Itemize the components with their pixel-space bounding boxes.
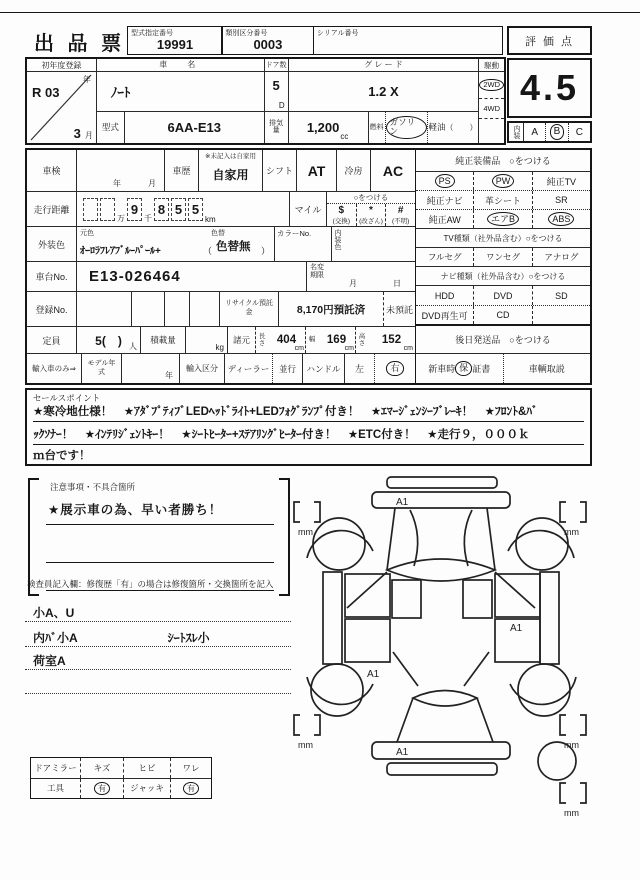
class-code-field [221, 26, 314, 55]
doors-label: ドア数 [265, 59, 288, 72]
notes-line-1: ★展示車の為、早い者勝ち！ [48, 503, 223, 517]
shaken-year-unit: 年 [113, 179, 121, 188]
doors-unit: D [278, 100, 285, 110]
width-cell: 169 cm [318, 327, 355, 353]
history-cell [199, 150, 263, 191]
mileage-digit-box: 9 [127, 198, 142, 221]
inspector-line-4 [25, 672, 291, 694]
top-rule [0, 12, 640, 13]
base-color-value: ｵｰﾛﾗﾌﾚｱﾌﾞﾙｰﾊﾟｰﾙ+ [80, 246, 161, 257]
ship-later-header: 後日発送品 ○をつける [416, 326, 590, 354]
notes-underline-2 [46, 562, 274, 563]
interior-grade-box [507, 121, 592, 143]
car-name-cell [97, 59, 265, 143]
displacement-cell [289, 112, 369, 143]
inspector-label: 検査員記入欄：修復歴「有」の場合は修復箇所・交換箇所を記入 [27, 579, 274, 589]
crack-label: ヒビ [124, 758, 171, 778]
km-unit: km [205, 215, 216, 224]
tv-fullseg: フルセグ [416, 248, 474, 266]
drive-option-4wd: 4WD [479, 99, 504, 119]
equip-navi: 純正ナビ [416, 191, 474, 209]
mileage-digits [77, 192, 289, 226]
spec-label: 諸元 [232, 335, 250, 345]
field-label: 型式指定番号 [131, 30, 173, 37]
rear-right-bracket [560, 715, 586, 735]
cooling-value: AC [382, 162, 404, 179]
media-cd: CD [474, 306, 532, 324]
rear-window [413, 691, 477, 707]
a1-mark-front: A1 [396, 497, 409, 508]
equipment-header: 純正装備品 ○をつける [416, 150, 590, 172]
equipment-row-3 [416, 210, 590, 229]
jack-label: ジャッキ [124, 779, 171, 799]
import-row [27, 354, 415, 383]
height-value: 152 [381, 334, 402, 346]
sen-unit: 千 [144, 214, 152, 223]
front-top-bar [387, 477, 497, 488]
model-designation-number: 19991 [156, 36, 194, 52]
doors-cell [265, 59, 289, 143]
mm-unit: mm [298, 740, 313, 750]
spare-bracket [560, 783, 586, 803]
mm-unit: mm [564, 527, 579, 537]
model-code-row [97, 111, 264, 143]
exterior-color-label: 外装色 [27, 227, 77, 261]
shaken-date-cell [77, 150, 165, 191]
mileage-digit-box [83, 198, 98, 221]
equip-ps: PS [416, 172, 474, 190]
marks-row [327, 204, 415, 226]
displacement-value: 1,200 [306, 119, 340, 135]
media-empty [533, 306, 590, 324]
first-reg-era: R 03 [32, 85, 60, 100]
capacity-label: 定員 [27, 327, 77, 353]
fuel-paren: （ ） [445, 122, 478, 132]
import-label: 輸入車のみ⇒ [27, 354, 82, 383]
navi-dvd: DVD [474, 286, 532, 305]
jack-present: 有 [171, 779, 211, 799]
sales-points-label: セールスポイント [33, 393, 101, 403]
shift-value: AT [297, 150, 337, 191]
interior-label: 内装 [509, 123, 524, 141]
interior-color-cell [332, 227, 415, 261]
displacement-label: 排気量 [265, 111, 288, 143]
tools-header-row [31, 758, 211, 779]
capacity-value: 5( ) [95, 333, 122, 348]
left-front-seat [392, 580, 421, 618]
width-value: 169 [326, 334, 347, 346]
front-left-wheel [313, 518, 365, 570]
model-code: 6AA-E13 [167, 119, 221, 135]
model-designation-field [127, 26, 223, 55]
base-color-cell [77, 227, 274, 261]
exterior-color-row [27, 227, 415, 262]
equip-abs: ABS [533, 210, 590, 228]
scratch-label: キズ [81, 758, 124, 778]
import-dealer: ディーラー [225, 354, 273, 383]
registration-empty-1 [77, 292, 132, 326]
handle-right: 右 [375, 354, 415, 383]
left-rear-door [345, 619, 390, 662]
equipment-panel [416, 150, 590, 383]
capacity-unit: 人 [129, 342, 137, 351]
length-cell: 404 cm [268, 327, 305, 353]
navi-type-row [416, 286, 590, 306]
man-unit: 万 [117, 214, 125, 223]
rear-left-wheel [311, 664, 363, 716]
import-parallel: 並行 [273, 354, 303, 383]
a1-mark-right-door: A1 [510, 623, 523, 634]
registration-empty-2 [132, 292, 165, 326]
media-row [416, 306, 590, 326]
registration-label: 登録No. [27, 292, 77, 326]
navi-sd: SD [555, 290, 568, 301]
color-change-label: 色替 [211, 230, 225, 237]
tv-type-header: TV種類（社外品含む）○をつける [416, 229, 590, 248]
left-front-door [345, 574, 390, 617]
base-color-label: 元色 [80, 230, 94, 237]
year-unit: 年 [82, 75, 91, 84]
inspector-box [25, 578, 291, 718]
serial-field [313, 26, 503, 55]
interior-option-b: B [546, 123, 568, 141]
model-year-label: モデル年式 [82, 354, 122, 383]
first-registration-cell [27, 59, 97, 143]
tools-table [30, 757, 212, 799]
rear-bumper [372, 742, 510, 759]
mark-exchange: $ (交換) [327, 204, 357, 226]
doors-count: 5 [272, 78, 280, 94]
tv-analog: アナログ [544, 252, 579, 262]
tool-label: 工具 [31, 779, 81, 799]
field-label: シリアル番号 [316, 30, 359, 37]
mileage-digit-box: 5 [188, 198, 203, 221]
sales-line-1: ★寒冷地仕様！ ★ｱﾀﾞﾌﾟﾃｨﾌﾞLEDﾍｯﾄﾞﾗｲﾄ+LEDﾌｫｸﾞﾗﾝﾌﾟ付き！ ★ｴﾏｰｼﾞｪﾝｼｰﾌﾞﾚｰｷ！ ★ﾌﾛﾝﾄ&ﾊﾞ [33, 403, 584, 422]
inspector-line-1: 小A、U [25, 600, 291, 622]
grade-label: グ レ ー ド [289, 59, 479, 72]
right-rocker [540, 572, 559, 664]
displacement-unit: cc [340, 132, 349, 141]
mileage-marks [327, 192, 415, 226]
drive-cell [479, 59, 504, 143]
first-registration-value [27, 72, 96, 143]
mm-unit: mm [564, 740, 579, 750]
shaken-label: 車検 [27, 150, 77, 191]
door-mirror-label: ドアミラー [31, 758, 81, 778]
detail-left [27, 150, 416, 383]
drive-label: 駆動 [479, 59, 504, 72]
registration-empty-4 [190, 292, 220, 326]
history-note: ※未記入は自家用 [205, 153, 256, 160]
handle-left: 左 [345, 354, 375, 383]
grade-cell [289, 59, 480, 143]
tv-oneseg: ワンセグ [474, 248, 532, 266]
equip-aw: 純正AW [416, 210, 474, 228]
mileage-digit-box: 5 [171, 198, 186, 221]
chassis-number: E13-026464 [77, 262, 307, 291]
mile-label: マイル [289, 192, 327, 226]
right-front-seat [463, 580, 492, 618]
circle-note: ○をつける [327, 192, 415, 204]
interior-color-label: 内装色 [334, 229, 341, 250]
a1-mark-rear: A1 [396, 747, 409, 758]
first-reg-month: 3 [73, 126, 81, 141]
load-unit: kg [215, 343, 224, 352]
notes-label: 注意事項・不具合箇所 [50, 482, 136, 492]
rear-bottom-bar [387, 763, 497, 775]
mark-unknown: # (不明) [392, 204, 410, 225]
equip-pw: PW [474, 172, 532, 190]
tv-type-row [416, 248, 590, 267]
height-cell: 152 cm [368, 327, 415, 353]
equipment-row-1 [416, 172, 590, 191]
mileage-digit-box: 8 [154, 198, 169, 221]
name-change-cell [307, 262, 415, 291]
class-code-number: 0003 [253, 36, 283, 52]
inspector-line-2: 内ﾊﾞ小A ｼｰﾄｽﾚ小 [25, 625, 291, 647]
tool-present: 有 [81, 779, 124, 799]
history-label: 車歴 [165, 150, 199, 191]
navi-hdd: HDD [416, 286, 474, 305]
sales-points-box [25, 388, 592, 466]
shaken-month-unit: 月 [148, 179, 156, 188]
vehicle-manual: 車輌取説 [528, 364, 565, 374]
handle-label: ハンドル [303, 354, 345, 383]
history-value: 自家用 [212, 168, 249, 182]
warranty-book: 新車時 保 証書 [416, 354, 504, 383]
width-label: 幅 [305, 327, 318, 353]
windshield [387, 559, 495, 581]
front-right-bracket [560, 502, 586, 522]
name-change-month: 月 [349, 279, 357, 288]
registration-row [27, 292, 415, 327]
drive-option-2wd: 2WD [479, 72, 504, 99]
height-label: 高さ [355, 327, 368, 353]
sales-line-3: ｍ台です！ [33, 447, 584, 465]
paren-open: （ [203, 246, 213, 256]
grade-value: 1.2 X [368, 83, 399, 99]
length-label: 長さ [255, 327, 268, 353]
fuel-option-diesel: 軽油 （ ） [428, 122, 478, 133]
front-bumper [372, 492, 510, 508]
capacity-value-cell [77, 327, 141, 353]
mm-unit: mm [298, 527, 313, 537]
fuel-option-gasoline: ガソリン [386, 112, 428, 143]
recycle-label: リサイクル預託金 [220, 292, 279, 326]
score-label-box: 評 価 点 [507, 26, 592, 55]
fuel-label: 燃料 [369, 112, 386, 143]
registration-empty-3 [165, 292, 190, 326]
interior-option-c: C [575, 126, 583, 138]
detail-table [25, 148, 592, 385]
sheet-title: 出 品 票 [34, 33, 126, 55]
drive-empty [479, 119, 504, 143]
name-change-label: 名変期限 [310, 264, 324, 280]
shift-label: シフト [263, 150, 297, 191]
equip-airbag: エアB [474, 210, 532, 228]
model-code-label: 型式 [97, 112, 125, 143]
cooling-label: 冷房 [337, 150, 371, 191]
paren-close: ） [261, 246, 271, 256]
interior-option-a: A [524, 123, 546, 141]
mileage-digit-box [100, 198, 115, 221]
sales-line-2: ｯｸｿﾅｰ！ ★ｲﾝﾃﾘｼﾞｪﾝﾄｷｰ！ ★ｼｰﾄﾋｰﾀｰ+ｽﾃｱﾘﾝｸﾞﾋｰﾀｰ付き！ ★ETC付き！ ★走行９，０００ｋ [33, 426, 584, 445]
mark-tampered: * (改ざん) [357, 204, 387, 226]
import-division-label: 輸入区分 [180, 354, 225, 383]
car-name-label: 車 名 [97, 59, 264, 72]
rear-right-wheel [518, 664, 570, 716]
recycle-not-deposited: 未預託 [383, 292, 415, 326]
first-registration-label: 初年度登録 [27, 59, 96, 72]
score-box: 4.5 [507, 58, 592, 118]
rear-left-bracket [294, 715, 320, 735]
capacity-row [27, 327, 415, 354]
name-change-day: 日 [393, 279, 401, 288]
ship-later-row [416, 354, 590, 383]
month-unit: 月 [84, 131, 93, 140]
left-rocker [323, 572, 342, 664]
vehicle-basic-table [25, 57, 506, 145]
displacement-fuel-row [289, 111, 479, 143]
inspector-line-3: 荷室A [25, 648, 291, 670]
color-change-value: 色替無 [216, 241, 251, 253]
model-year-unit: 年 [165, 371, 173, 380]
car-name: ﾉｰﾄ [110, 84, 131, 100]
equip-tv: 純正TV [546, 176, 577, 187]
media-dvd-playable: DVD再生可 [416, 306, 474, 324]
mileage-label: 走行距離 [27, 192, 77, 226]
navi-type-header: ナビ種類（社外品含む）○をつける [416, 267, 590, 286]
shaken-row [27, 150, 415, 192]
color-no-label: カラーNo. [277, 229, 312, 238]
equip-sr: SR [555, 195, 568, 205]
right-front-door [495, 574, 540, 617]
doors-value-cell [265, 72, 288, 111]
break-label: ワレ [182, 762, 200, 773]
chassis-label: 車台No. [27, 262, 77, 291]
header-code-fields [127, 26, 503, 55]
length-value: 404 [276, 334, 297, 346]
model-year-cell [122, 354, 180, 383]
chassis-row [27, 262, 415, 292]
tools-value-row [31, 779, 211, 799]
car-diagram [283, 462, 637, 880]
equip-leather: 革シート [474, 191, 532, 209]
notes-underline-1 [46, 524, 274, 525]
front-left-bracket [294, 502, 320, 522]
load-label: 積載量 [141, 327, 186, 353]
field-label: 類別区分番号 [225, 30, 268, 37]
a1-mark-left-quarter: A1 [367, 669, 380, 680]
equipment-row-2 [416, 191, 590, 210]
color-no-cell [274, 227, 332, 261]
front-right-wheel [516, 518, 568, 570]
recycle-deposited: 8,170円預託済 [296, 303, 366, 316]
mileage-row [27, 192, 415, 227]
load-value-cell [186, 327, 228, 353]
mm-unit: mm [564, 808, 579, 818]
